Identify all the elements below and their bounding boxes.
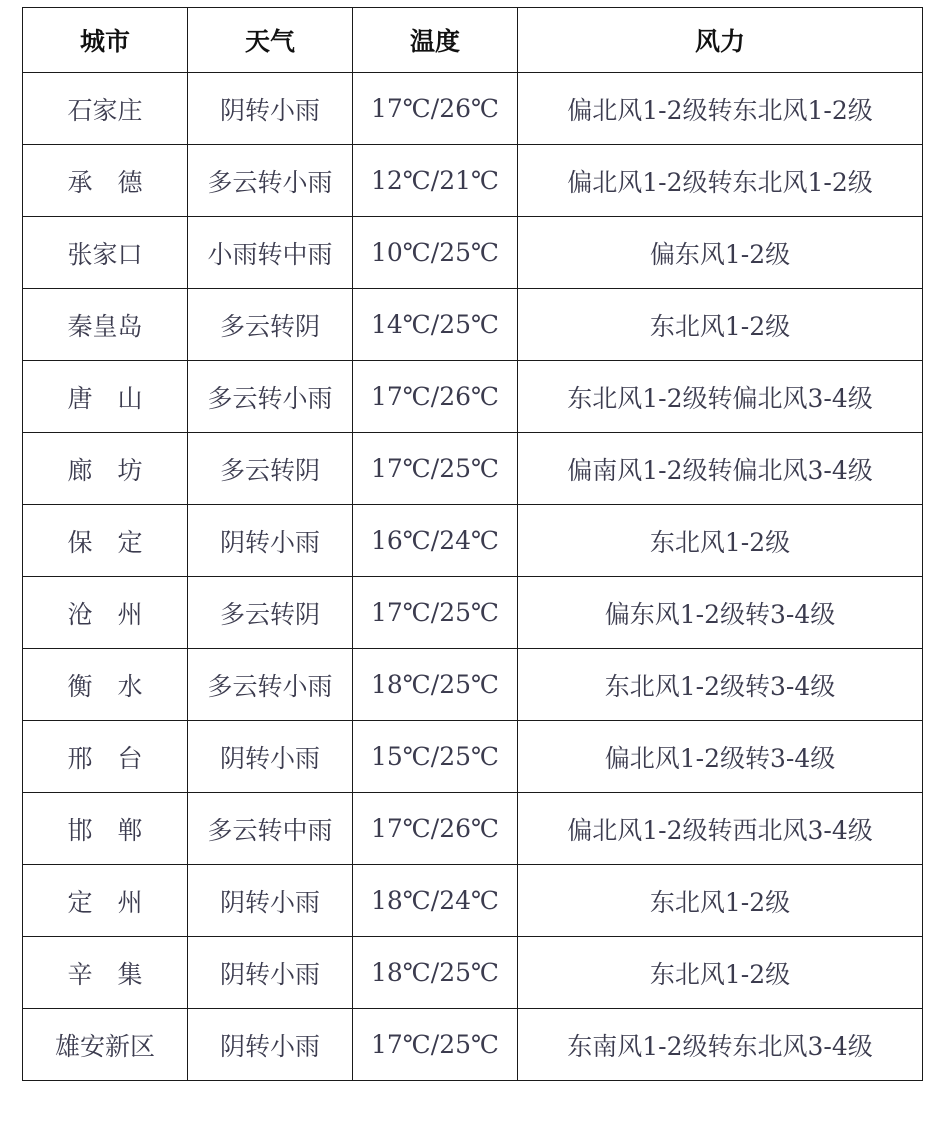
weather-cell: 阴转小雨 <box>188 1009 353 1081</box>
table-header <box>23 8 923 73</box>
table-row <box>23 361 923 433</box>
header-city: 城市 <box>23 8 188 73</box>
weather-cell: 多云转阴 <box>188 289 353 361</box>
header-wind: 风力 <box>518 8 923 73</box>
weather-cell: 多云转中雨 <box>188 793 353 865</box>
temperature-cell: 18℃/25℃ <box>353 937 518 1009</box>
table-row <box>23 1009 923 1081</box>
temperature-cell: 12℃/21℃ <box>353 145 518 217</box>
city-cell: 邢 台 <box>23 721 188 793</box>
weather-cell: 阴转小雨 <box>188 865 353 937</box>
header-temperature: 温度 <box>353 8 518 73</box>
city-cell: 衡 水 <box>23 649 188 721</box>
city-cell: 张家口 <box>23 217 188 289</box>
wind-cell: 东北风1-2级 <box>518 289 923 361</box>
table-row <box>23 865 923 937</box>
table-row <box>23 721 923 793</box>
wind-cell: 偏北风1-2级转东北风1-2级 <box>518 73 923 145</box>
wind-cell: 东北风1-2级转偏北风3-4级 <box>518 361 923 433</box>
table-row <box>23 145 923 217</box>
city-cell: 定 州 <box>23 865 188 937</box>
wind-cell: 偏东风1-2级 <box>518 217 923 289</box>
temperature-cell: 17℃/25℃ <box>353 577 518 649</box>
wind-cell: 偏东风1-2级转3-4级 <box>518 577 923 649</box>
temperature-cell: 17℃/25℃ <box>353 433 518 505</box>
city-cell: 雄安新区 <box>23 1009 188 1081</box>
temperature-cell: 16℃/24℃ <box>353 505 518 577</box>
table-row <box>23 937 923 1009</box>
city-cell: 承 德 <box>23 145 188 217</box>
table-row <box>23 289 923 361</box>
city-cell: 秦皇岛 <box>23 289 188 361</box>
city-cell: 保 定 <box>23 505 188 577</box>
wind-cell: 偏北风1-2级转西北风3-4级 <box>518 793 923 865</box>
temperature-cell: 18℃/25℃ <box>353 649 518 721</box>
table-row <box>23 73 923 145</box>
weather-cell: 多云转小雨 <box>188 361 353 433</box>
weather-forecast-table <box>22 7 923 1081</box>
city-cell: 沧 州 <box>23 577 188 649</box>
header-weather: 天气 <box>188 8 353 73</box>
temperature-cell: 10℃/25℃ <box>353 217 518 289</box>
temperature-cell: 17℃/26℃ <box>353 361 518 433</box>
weather-cell: 阴转小雨 <box>188 73 353 145</box>
table-row <box>23 217 923 289</box>
city-cell: 石家庄 <box>23 73 188 145</box>
table-row <box>23 433 923 505</box>
weather-cell: 阴转小雨 <box>188 937 353 1009</box>
table-row <box>23 649 923 721</box>
wind-cell: 东北风1-2级 <box>518 937 923 1009</box>
header-row <box>23 8 923 73</box>
weather-cell: 多云转小雨 <box>188 649 353 721</box>
wind-cell: 偏北风1-2级转3-4级 <box>518 721 923 793</box>
weather-cell: 阴转小雨 <box>188 505 353 577</box>
temperature-cell: 18℃/24℃ <box>353 865 518 937</box>
wind-cell: 偏北风1-2级转东北风1-2级 <box>518 145 923 217</box>
table-row <box>23 505 923 577</box>
table-row <box>23 793 923 865</box>
temperature-cell: 15℃/25℃ <box>353 721 518 793</box>
temperature-cell: 14℃/25℃ <box>353 289 518 361</box>
wind-cell: 东北风1-2级 <box>518 865 923 937</box>
weather-cell: 多云转阴 <box>188 433 353 505</box>
temperature-cell: 17℃/26℃ <box>353 793 518 865</box>
table-body <box>23 73 923 1081</box>
city-cell: 唐 山 <box>23 361 188 433</box>
wind-cell: 东北风1-2级转3-4级 <box>518 649 923 721</box>
weather-cell: 小雨转中雨 <box>188 217 353 289</box>
table-row <box>23 577 923 649</box>
weather-cell: 多云转小雨 <box>188 145 353 217</box>
weather-cell: 多云转阴 <box>188 577 353 649</box>
city-cell: 邯 郸 <box>23 793 188 865</box>
weather-cell: 阴转小雨 <box>188 721 353 793</box>
wind-cell: 东北风1-2级 <box>518 505 923 577</box>
temperature-cell: 17℃/26℃ <box>353 73 518 145</box>
temperature-cell: 17℃/25℃ <box>353 1009 518 1081</box>
wind-cell: 东南风1-2级转东北风3-4级 <box>518 1009 923 1081</box>
city-cell: 辛 集 <box>23 937 188 1009</box>
wind-cell: 偏南风1-2级转偏北风3-4级 <box>518 433 923 505</box>
city-cell: 廊 坊 <box>23 433 188 505</box>
